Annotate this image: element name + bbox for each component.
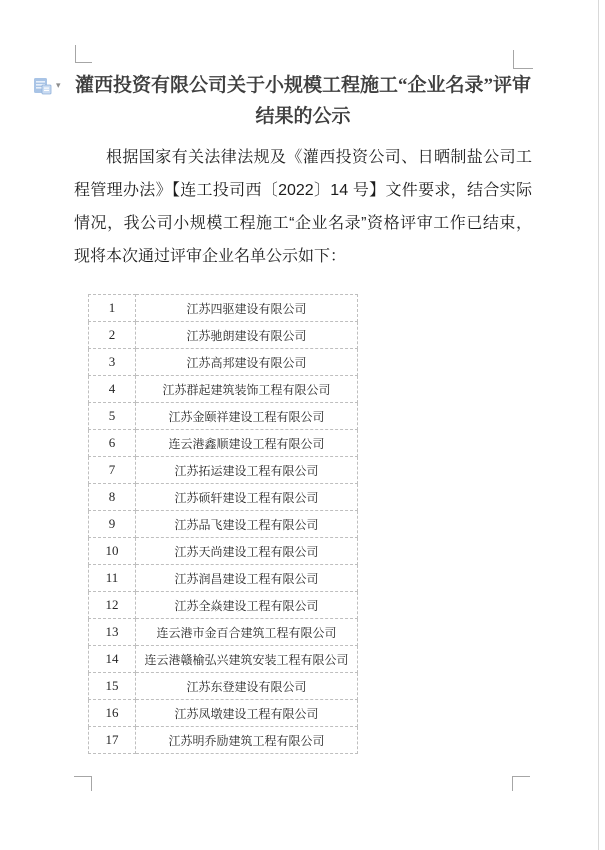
row-number: 17	[89, 727, 136, 754]
paste-options-button[interactable]	[33, 76, 61, 101]
company-name: 连云港赣榆弘兴建筑安装工程有限公司	[136, 646, 358, 673]
table-row	[89, 322, 358, 349]
table-row	[89, 430, 358, 457]
paste-options-icon[interactable]	[33, 76, 53, 101]
row-number: 15	[89, 673, 136, 700]
table-row	[89, 295, 358, 322]
company-name: 江苏拓运建设工程有限公司	[136, 457, 358, 484]
crop-mark-top-right	[513, 50, 533, 69]
table-row	[89, 538, 358, 565]
row-number: 12	[89, 592, 136, 619]
company-name: 江苏硕轩建设工程有限公司	[136, 484, 358, 511]
company-table	[88, 294, 358, 754]
row-number: 10	[89, 538, 136, 565]
row-number: 1	[89, 295, 136, 322]
row-number: 16	[89, 700, 136, 727]
table-row	[89, 673, 358, 700]
row-number: 2	[89, 322, 136, 349]
crop-mark-top-left	[75, 45, 92, 63]
company-name: 江苏高邦建设有限公司	[136, 349, 358, 376]
row-number: 5	[89, 403, 136, 430]
company-name: 连云港鑫顺建设工程有限公司	[136, 430, 358, 457]
company-name: 江苏明乔励建筑工程有限公司	[136, 727, 358, 754]
crop-mark-bottom-left	[74, 776, 92, 791]
crop-mark-bottom-right	[512, 776, 530, 791]
company-name: 江苏全焱建设工程有限公司	[136, 592, 358, 619]
table-row	[89, 592, 358, 619]
table-row	[89, 484, 358, 511]
body-paragraph: 根据国家有关法律法规及《灌西投资公司、日晒制盐公司工程管理办法》【连工投司西〔2022〕14 号】文件要求，结合实际情况，我公司小规模工程施工“企业名录”资格评审工作已结束，现将本次通过评审企业名单公示如下：	[74, 149, 532, 265]
company-name: 江苏润昌建设工程有限公司	[136, 565, 358, 592]
row-number: 7	[89, 457, 136, 484]
row-number: 6	[89, 430, 136, 457]
table-row	[89, 349, 358, 376]
row-number: 3	[89, 349, 136, 376]
table-row	[89, 619, 358, 646]
row-number: 9	[89, 511, 136, 538]
company-name: 连云港市金百合建筑工程有限公司	[136, 619, 358, 646]
table-row	[89, 727, 358, 754]
row-number: 14	[89, 646, 136, 673]
company-name: 江苏品飞建设工程有限公司	[136, 511, 358, 538]
company-name: 江苏凤墩建设工程有限公司	[136, 700, 358, 727]
row-number: 13	[89, 619, 136, 646]
row-number: 11	[89, 565, 136, 592]
company-name: 江苏金颐祥建设工程有限公司	[136, 403, 358, 430]
company-name: 江苏驰朗建设有限公司	[136, 322, 358, 349]
table-row	[89, 457, 358, 484]
company-name: 江苏东登建设有限公司	[136, 673, 358, 700]
document-title: 灌西投资有限公司关于小规模工程施工“企业名录”评审结果的公示	[74, 75, 531, 127]
chevron-down-icon[interactable]: ▾	[56, 80, 61, 90]
table-row	[89, 700, 358, 727]
table-row	[89, 646, 358, 673]
row-number: 4	[89, 376, 136, 403]
row-number: 8	[89, 484, 136, 511]
table-row	[89, 565, 358, 592]
page-right-edge	[598, 0, 599, 850]
table-row	[89, 376, 358, 403]
table-row	[89, 403, 358, 430]
table-row	[89, 511, 358, 538]
company-name: 江苏群起建筑装饰工程有限公司	[136, 376, 358, 403]
company-name: 江苏天尚建设工程有限公司	[136, 538, 358, 565]
company-name: 江苏四驱建设有限公司	[136, 295, 358, 322]
